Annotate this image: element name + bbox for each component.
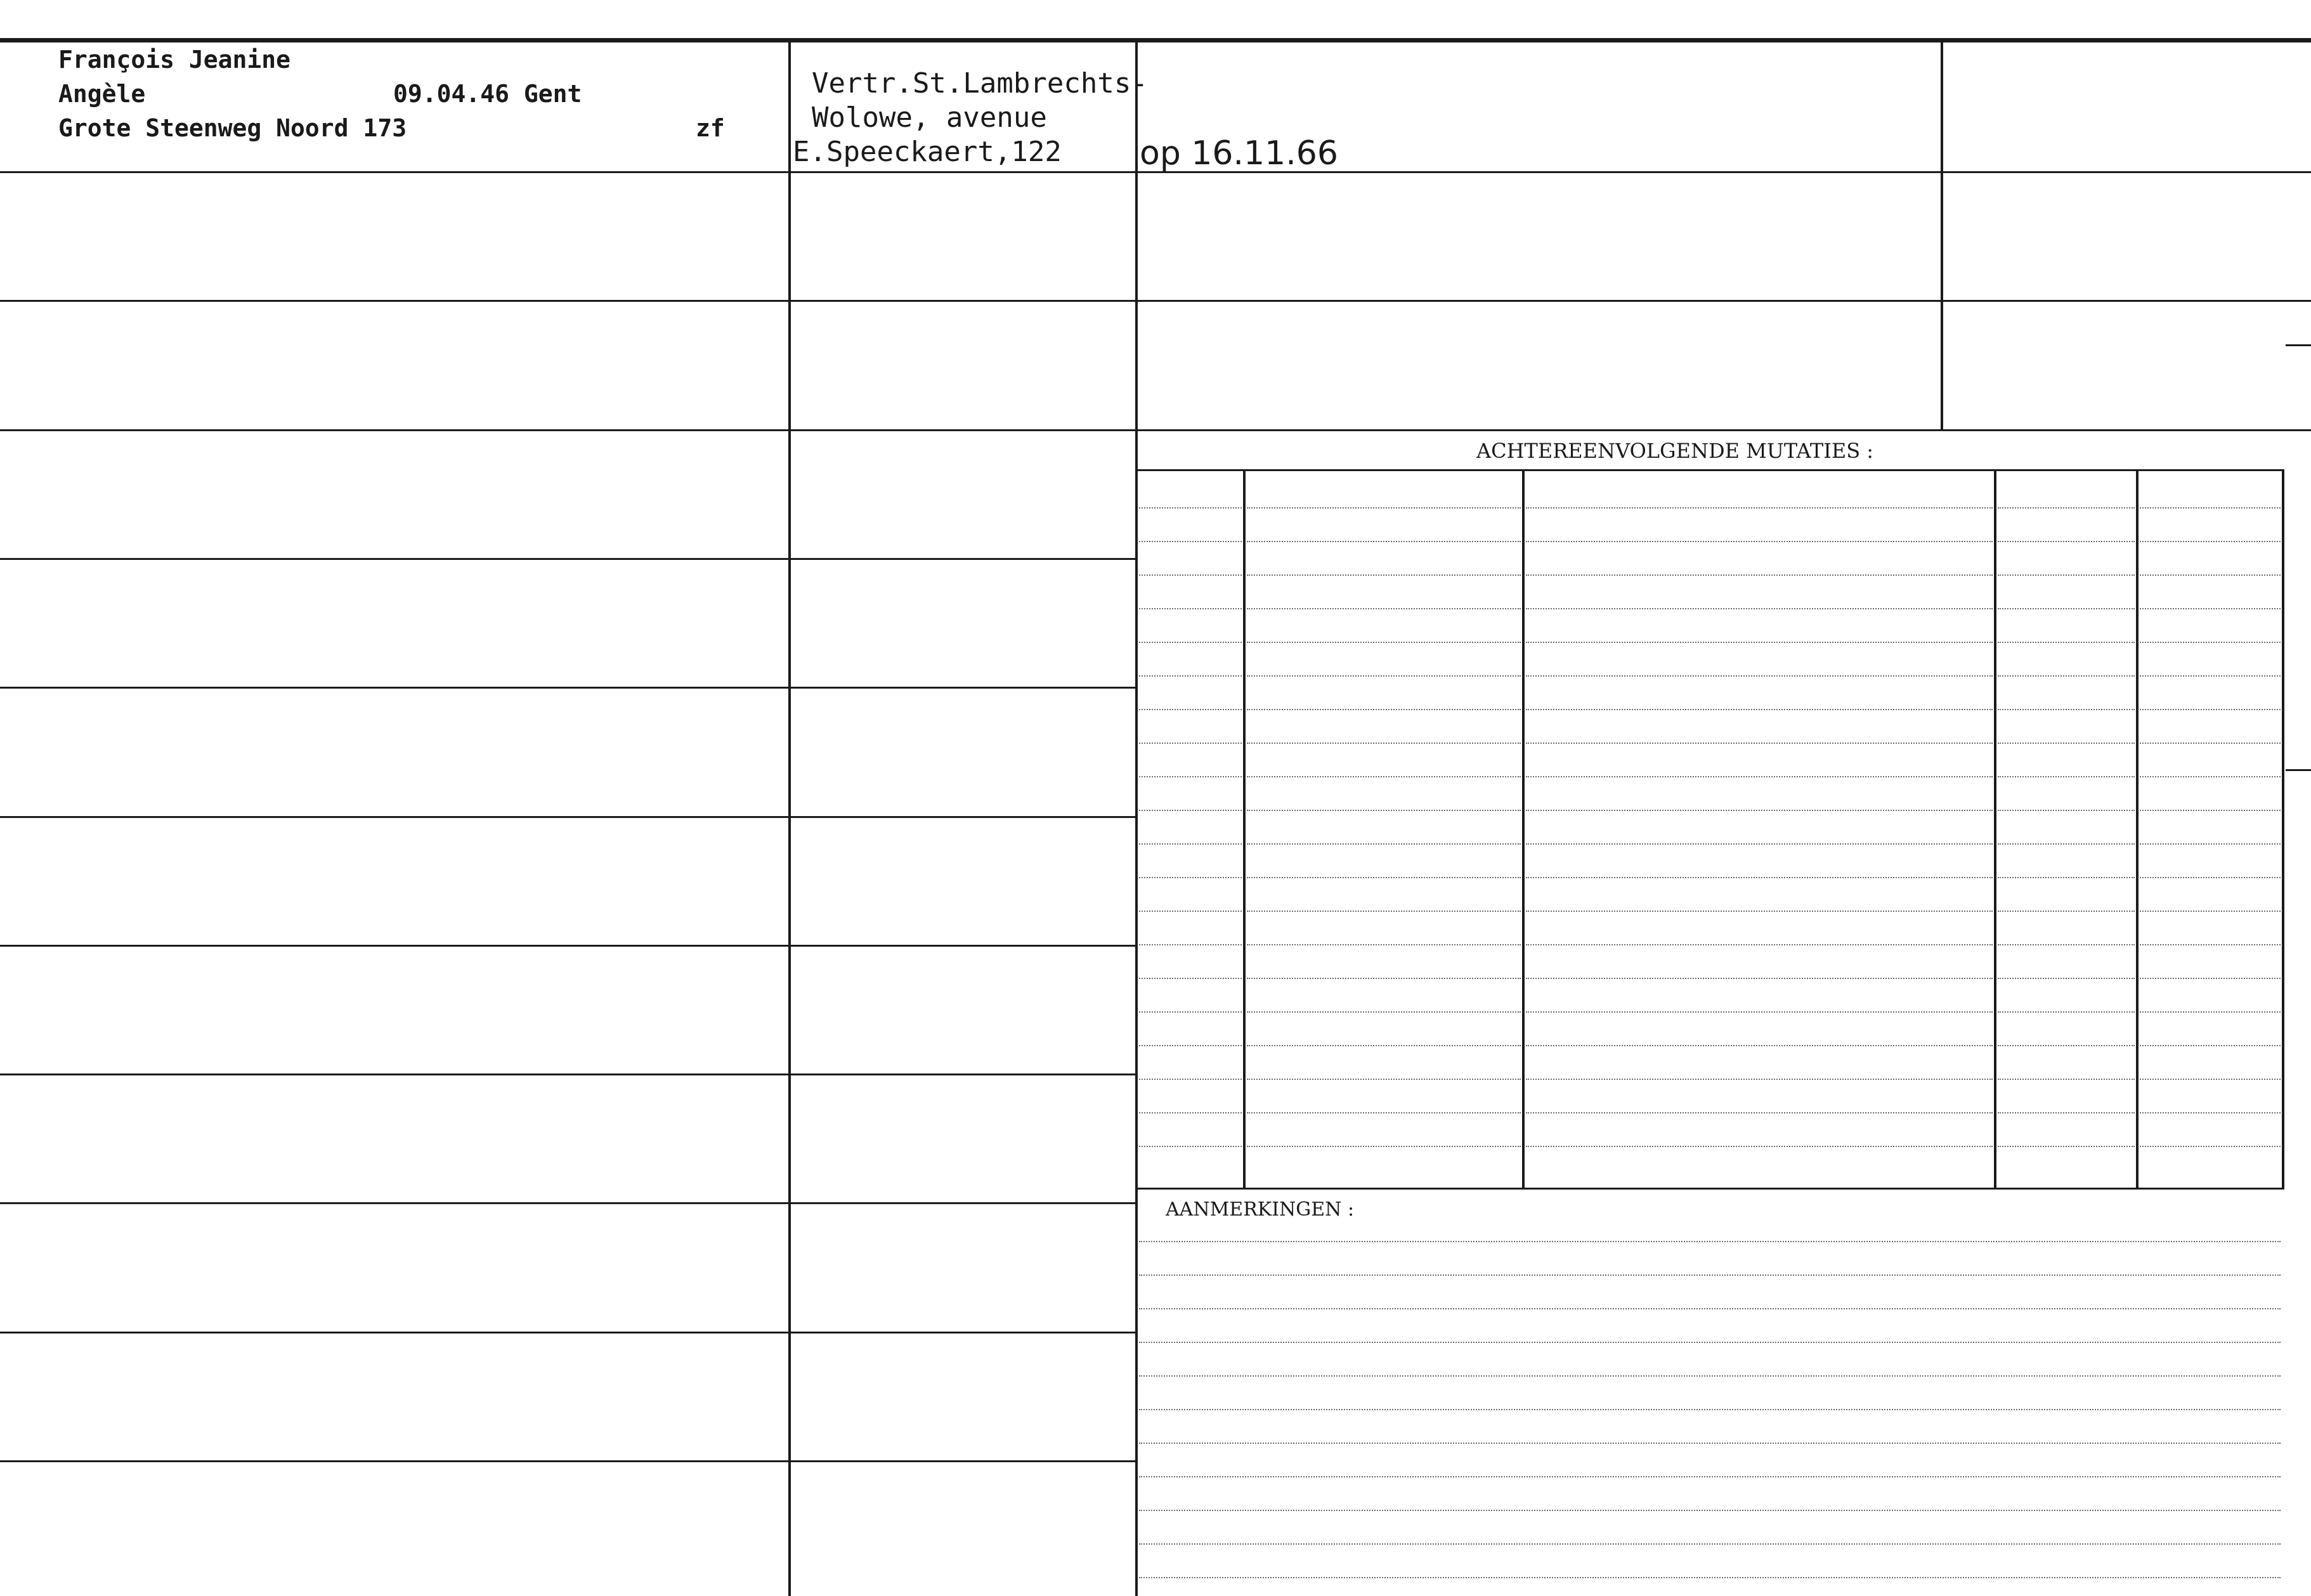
mutation-dotted-line [1526, 574, 1993, 576]
mutation-dotted-line [1139, 743, 1242, 744]
left-row-rule [0, 558, 1135, 560]
mutation-dotted-line [1526, 843, 1993, 845]
remark-dotted-line [1139, 1543, 2281, 1545]
mutation-dotted-line [1998, 675, 2135, 677]
mutation-dotted-line [1247, 507, 1521, 509]
mutation-dotted-line [1139, 1112, 1242, 1113]
mutation-dotted-line [1139, 574, 1242, 576]
mutation-dotted-line [2140, 843, 2281, 845]
top-rule [0, 38, 2311, 42]
mutation-dotted-line [2140, 810, 2281, 811]
mutation-dotted-line [1526, 507, 1993, 509]
right-rule-3 [1135, 429, 2311, 431]
mutation-dotted-line [1998, 843, 2135, 845]
mutation-dotted-line [1526, 709, 1993, 710]
mutation-dotted-line [1139, 1146, 1242, 1147]
mutations-bottom-rule [1135, 1188, 2284, 1190]
mutation-dotted-line [1247, 843, 1521, 845]
mutation-dotted-line [1998, 1146, 2135, 1147]
divider-col-3 [1941, 38, 1943, 431]
record-address: Grote Steenweg Noord 173 [58, 114, 407, 142]
mutation-dotted-line [1526, 1146, 1993, 1147]
mutation-dotted-line [1526, 978, 1993, 979]
mutation-dotted-line [1247, 675, 1521, 677]
mutation-dotted-line [1139, 642, 1242, 643]
mutation-dotted-line [1998, 1112, 2135, 1113]
mutation-dotted-line [1139, 541, 1242, 542]
mutation-dotted-line [1526, 944, 1993, 945]
remark-dotted-line [1139, 1443, 2281, 1444]
move-line-2: Wolowe, avenue [812, 101, 1047, 134]
left-row-rule [0, 429, 1135, 431]
mutation-dotted-line [1998, 507, 2135, 509]
mutation-dotted-line [1998, 541, 2135, 542]
mutation-dotted-line [2140, 978, 2281, 979]
left-row-rule [0, 945, 1135, 947]
mutation-dotted-line [1247, 1079, 1521, 1080]
mutations-title: ACHTEREENVOLGENDE MUTATIES : [1476, 439, 1874, 463]
mutation-dotted-line [1247, 541, 1521, 542]
mutation-dotted-line [1998, 743, 2135, 744]
mutation-dotted-line [1139, 507, 1242, 509]
mutation-dotted-line [1998, 1011, 2135, 1013]
mutation-dotted-line [1139, 1045, 1242, 1046]
mutation-dotted-line [1139, 911, 1242, 912]
mutation-dotted-line [1526, 776, 1993, 777]
mutation-dotted-line [1139, 1011, 1242, 1013]
mutation-dotted-line [2140, 776, 2281, 777]
mutations-top-rule [1135, 469, 2284, 471]
left-row-rule [0, 687, 1135, 689]
mutation-dotted-line [2140, 1146, 2281, 1147]
left-row-rule [0, 1332, 1135, 1333]
remark-dotted-line [1139, 1308, 2281, 1309]
mutation-dotted-line [1998, 1079, 2135, 1080]
mutation-dotted-line [1526, 1079, 1993, 1080]
remark-dotted-line [1139, 1275, 2281, 1276]
mutation-dotted-line [1526, 810, 1993, 811]
record-code: zf [696, 114, 725, 142]
mutation-dotted-line [1526, 877, 1993, 878]
mutation-dotted-line [1526, 911, 1993, 912]
mutation-dotted-line [1526, 642, 1993, 643]
mutations-col-5 [2282, 470, 2284, 1189]
mutation-dotted-line [1139, 776, 1242, 777]
move-line-1: Vertr.St.Lambrechts- [812, 67, 1148, 100]
mutation-dotted-line [1139, 608, 1242, 609]
left-row-rule [0, 300, 1135, 302]
record-second-name: Angèle [58, 80, 146, 108]
move-date: op 16.11.66 [1140, 134, 1338, 172]
left-row-rule [0, 816, 1135, 818]
mutation-dotted-line [1526, 1112, 1993, 1113]
remarks-title: AANMERKINGEN : [1166, 1198, 1355, 1221]
remark-dotted-line [1139, 1409, 2281, 1410]
mutation-dotted-line [1247, 978, 1521, 979]
mutation-dotted-line [2140, 574, 2281, 576]
mutation-dotted-line [2140, 642, 2281, 643]
mutation-dotted-line [1998, 877, 2135, 878]
mutation-dotted-line [1139, 944, 1242, 945]
move-line-3: E.Speeckaert,122 [793, 136, 1062, 168]
record-birth: 09.04.46 Gent [393, 80, 582, 108]
mutation-dotted-line [1998, 776, 2135, 777]
mutation-dotted-line [1247, 911, 1521, 912]
mutations-col-4 [2136, 470, 2138, 1189]
mutation-dotted-line [1247, 709, 1521, 710]
remark-dotted-line [1139, 1510, 2281, 1511]
mutation-dotted-line [2140, 911, 2281, 912]
mutation-dotted-line [1526, 743, 1993, 744]
mutation-dotted-line [1526, 1045, 1993, 1046]
mutation-dotted-line [1247, 1112, 1521, 1113]
mutation-dotted-line [1247, 776, 1521, 777]
mutation-dotted-line [2140, 541, 2281, 542]
mutations-col-2 [1522, 470, 1525, 1189]
mutation-dotted-line [1139, 709, 1242, 710]
left-row-rule [0, 1202, 1135, 1204]
mutation-dotted-line [2140, 944, 2281, 945]
mutation-dotted-line [1998, 709, 2135, 710]
mutation-dotted-line [1247, 574, 1521, 576]
remark-dotted-line [1139, 1241, 2281, 1242]
mutation-dotted-line [1139, 1079, 1242, 1080]
mutations-col-3 [1994, 470, 1996, 1189]
mutation-dotted-line [2140, 608, 2281, 609]
remark-dotted-line [1139, 1476, 2281, 1477]
mutation-dotted-line [2140, 1011, 2281, 1013]
record-name: François Jeanine [58, 46, 291, 74]
mutation-dotted-line [1139, 877, 1242, 878]
left-row-rule [0, 1460, 1135, 1462]
mutation-dotted-line [1247, 944, 1521, 945]
mutation-dotted-line [1139, 978, 1242, 979]
mutation-dotted-line [1247, 810, 1521, 811]
mutation-dotted-line [2140, 1112, 2281, 1113]
mutation-dotted-line [1139, 810, 1242, 811]
mutation-dotted-line [2140, 877, 2281, 878]
divider-col-2 [1135, 38, 1138, 1596]
mutation-dotted-line [1247, 1045, 1521, 1046]
mutation-dotted-line [2140, 1079, 2281, 1080]
mutation-dotted-line [1526, 608, 1993, 609]
mutation-dotted-line [1247, 1011, 1521, 1013]
edge-tick-1 [2286, 344, 2311, 346]
mutation-dotted-line [1247, 642, 1521, 643]
mutation-dotted-line [1247, 608, 1521, 609]
right-rule-2 [1135, 300, 2311, 302]
mutation-dotted-line [2140, 743, 2281, 744]
mutation-dotted-line [1998, 1045, 2135, 1046]
remark-dotted-line [1139, 1342, 2281, 1343]
mutation-dotted-line [1526, 541, 1993, 542]
mutation-dotted-line [1998, 642, 2135, 643]
mutation-dotted-line [1247, 743, 1521, 744]
mutation-dotted-line [1998, 944, 2135, 945]
left-row-rule [0, 1074, 1135, 1075]
mutation-dotted-line [1998, 608, 2135, 609]
remark-dotted-line [1139, 1375, 2281, 1377]
left-row-rule [0, 171, 1135, 173]
edge-tick-2 [2286, 769, 2311, 771]
mutation-dotted-line [1998, 574, 2135, 576]
mutations-col-1 [1243, 470, 1246, 1189]
mutation-dotted-line [2140, 709, 2281, 710]
mutation-dotted-line [2140, 507, 2281, 509]
mutation-dotted-line [1998, 911, 2135, 912]
mutation-dotted-line [1247, 877, 1521, 878]
mutation-dotted-line [1526, 1011, 1993, 1013]
mutation-dotted-line [1139, 675, 1242, 677]
mutation-dotted-line [2140, 1045, 2281, 1046]
mutation-dotted-line [1998, 810, 2135, 811]
mutation-dotted-line [1998, 978, 2135, 979]
mutation-dotted-line [2140, 675, 2281, 677]
mutation-dotted-line [1526, 675, 1993, 677]
mutation-dotted-line [1247, 1146, 1521, 1147]
mutation-dotted-line [1139, 843, 1242, 845]
remark-dotted-line [1139, 1577, 2281, 1578]
